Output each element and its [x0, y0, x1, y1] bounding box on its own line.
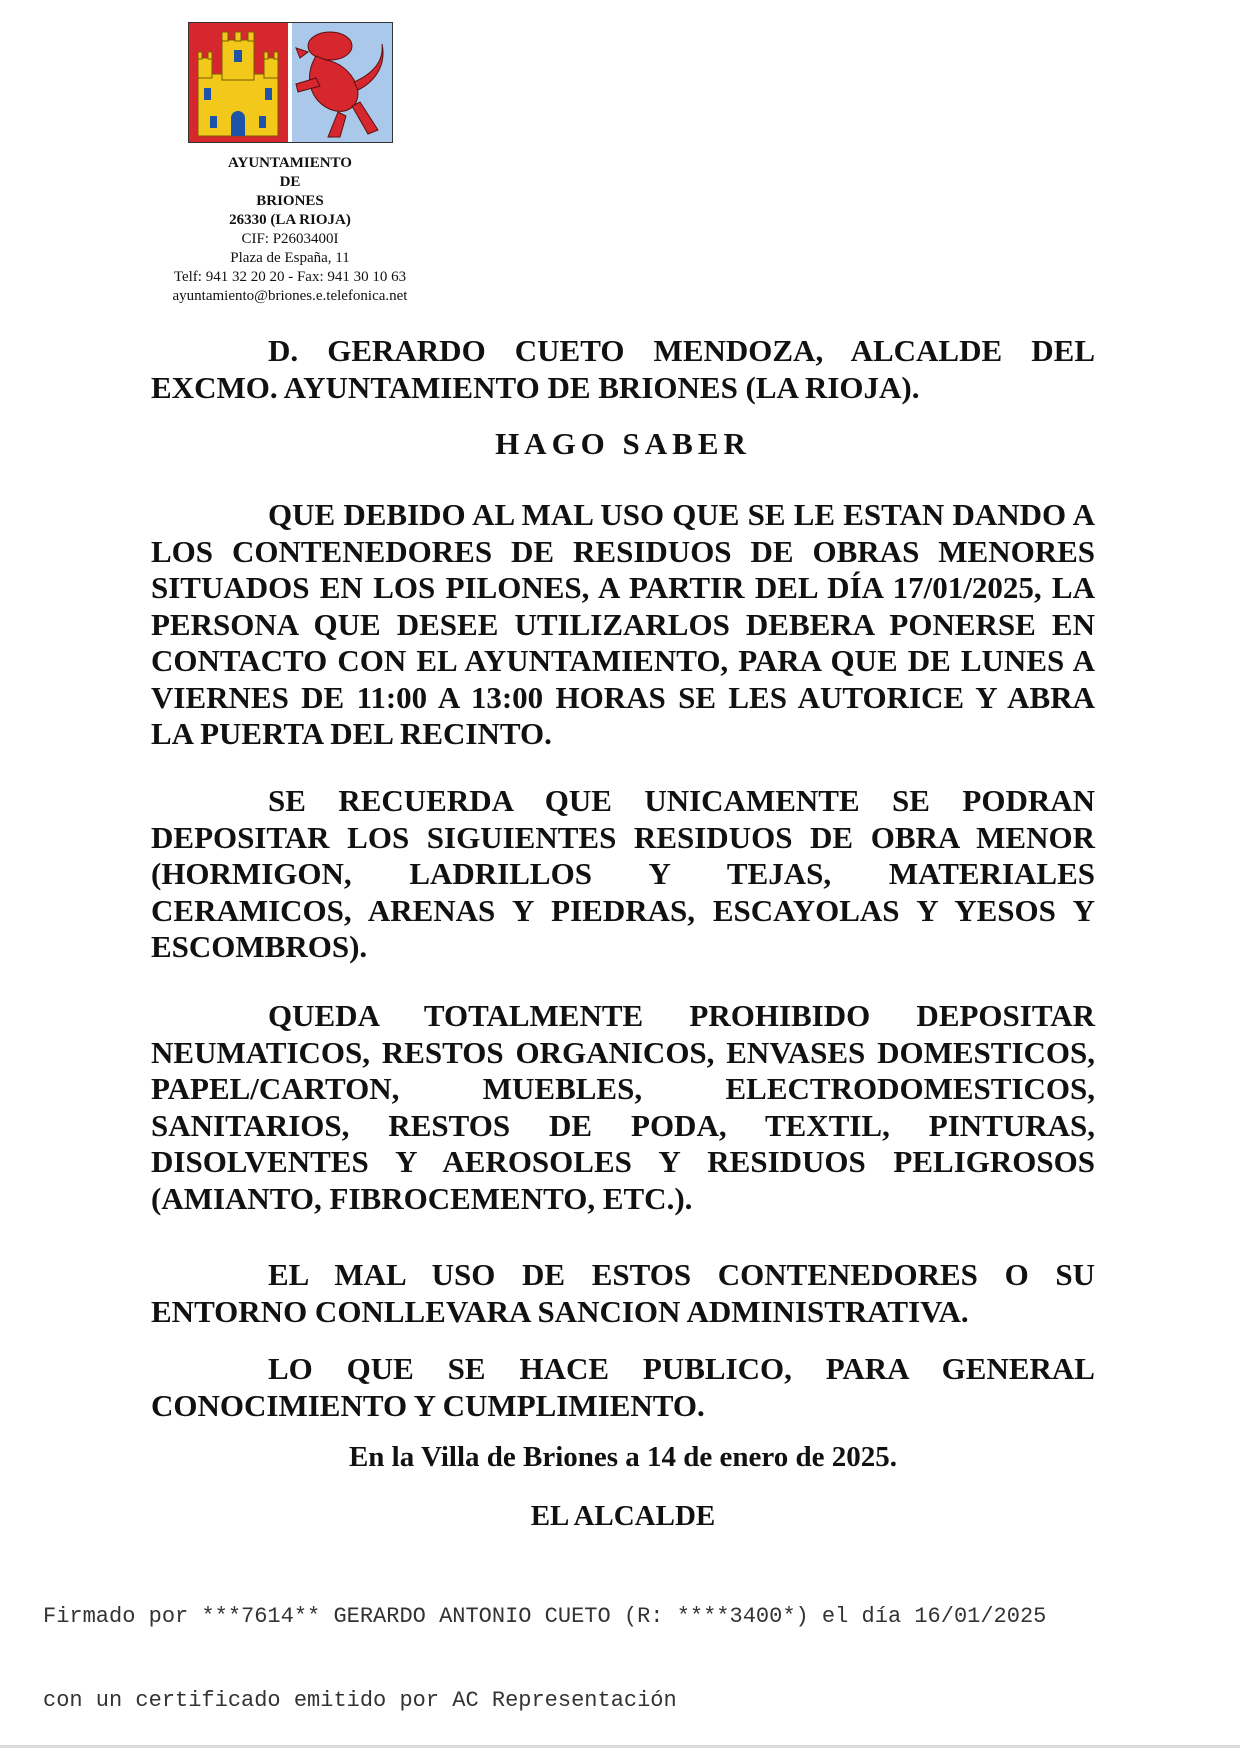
place-date: En la Villa de Briones a 14 de enero de 2025.: [348, 1441, 898, 1473]
letterhead-line3: BRIONES: [256, 193, 324, 209]
paragraph-2: SE RECUERDA QUE UNICAMENTE SE PODRAN DEPOSITAR LOS SIGUIENTES RESIDUOS DE OBRA MENOR (HORMIGON, LADRILLOS Y TEJAS, MATERIALES CERAMICOS, ARENAS Y PIEDRAS, ESCAYOLAS Y YESOS Y ESCOMBROS).: [151, 783, 1095, 964]
letterhead-line2: DE: [279, 174, 301, 190]
paragraph-4: EL MAL USO DE ESTOS CONTENEDORES O SU ENTORNO CONLLEVARA SANCION ADMINISTRATIVA.: [151, 1257, 1095, 1329]
issuer-paragraph: D. GERARDO CUETO MENDOZA, ALCALDE DEL EXCMO. AYUNTAMIENTO DE BRIONES (LA RIOJA).: [151, 333, 1095, 405]
letterhead-cif: CIF: P2603400I: [241, 231, 339, 247]
letterhead-phone: Telf: 941 32 20 20 - Fax: 941 30 10 63: [173, 269, 407, 285]
letterhead-postal: 26330 (LA RIOJA): [229, 212, 351, 228]
letterhead-address: Plaza de España, 11: [230, 250, 350, 266]
signature-line1: Firmado por ***7614** GERARDO ANTONIO CUETO (R: ****3400*) el día 16/01/2025: [43, 1604, 1047, 1629]
letterhead: [130, 154, 450, 306]
signer-title: EL ALCALDE: [530, 1500, 716, 1532]
heading-hago-saber: HAGO SABER: [495, 426, 751, 461]
coat-of-arms-logo: [188, 22, 393, 143]
letterhead-line1: AYUNTAMIENTO: [228, 155, 352, 171]
paragraph-3: QUEDA TOTALMENTE PROHIBIDO DEPOSITAR NEUMATICOS, RESTOS ORGANICOS, ENVASES DOMESTICOS, PAPEL/CARTON, MUEBLES, ELECTRODOMESTICOS, SANITARIOS, RESTOS DE PODA, TEXTIL, PINTURAS, DISOLVENTES Y AEROSOLES Y RESIDUOS PELIGROSOS (AMIANTO, FIBROCEMENTO, ETC.).: [151, 998, 1095, 1216]
digital-signature-note: [43, 1547, 1213, 1743]
bottom-rule: [0, 1745, 1240, 1748]
letterhead-email: ayuntamiento@briones.e.telefonica.net: [172, 288, 408, 304]
paragraph-5: LO QUE SE HACE PUBLICO, PARA GENERAL CONOCIMIENTO Y CUMPLIMIENTO.: [151, 1351, 1095, 1423]
signature-line2: con un certificado emitido por AC Representación: [43, 1688, 677, 1713]
paragraph-1: QUE DEBIDO AL MAL USO QUE SE LE ESTAN DANDO A LOS CONTENEDORES DE RESIDUOS DE OBRAS MENORES SITUADOS EN LOS PILONES, A PARTIR DEL DÍA 17/01/2025, LA PERSONA QUE DESEE UTILIZARLOS DEBERA PONERSE EN CONTACTO CON EL AYUNTAMIENTO, PARA QUE DE LUNES A VIERNES DE 11:00 A 13:00 HORAS SE LES AUTORICE Y ABRA LA PUERTA DEL RECINTO.: [151, 497, 1095, 751]
